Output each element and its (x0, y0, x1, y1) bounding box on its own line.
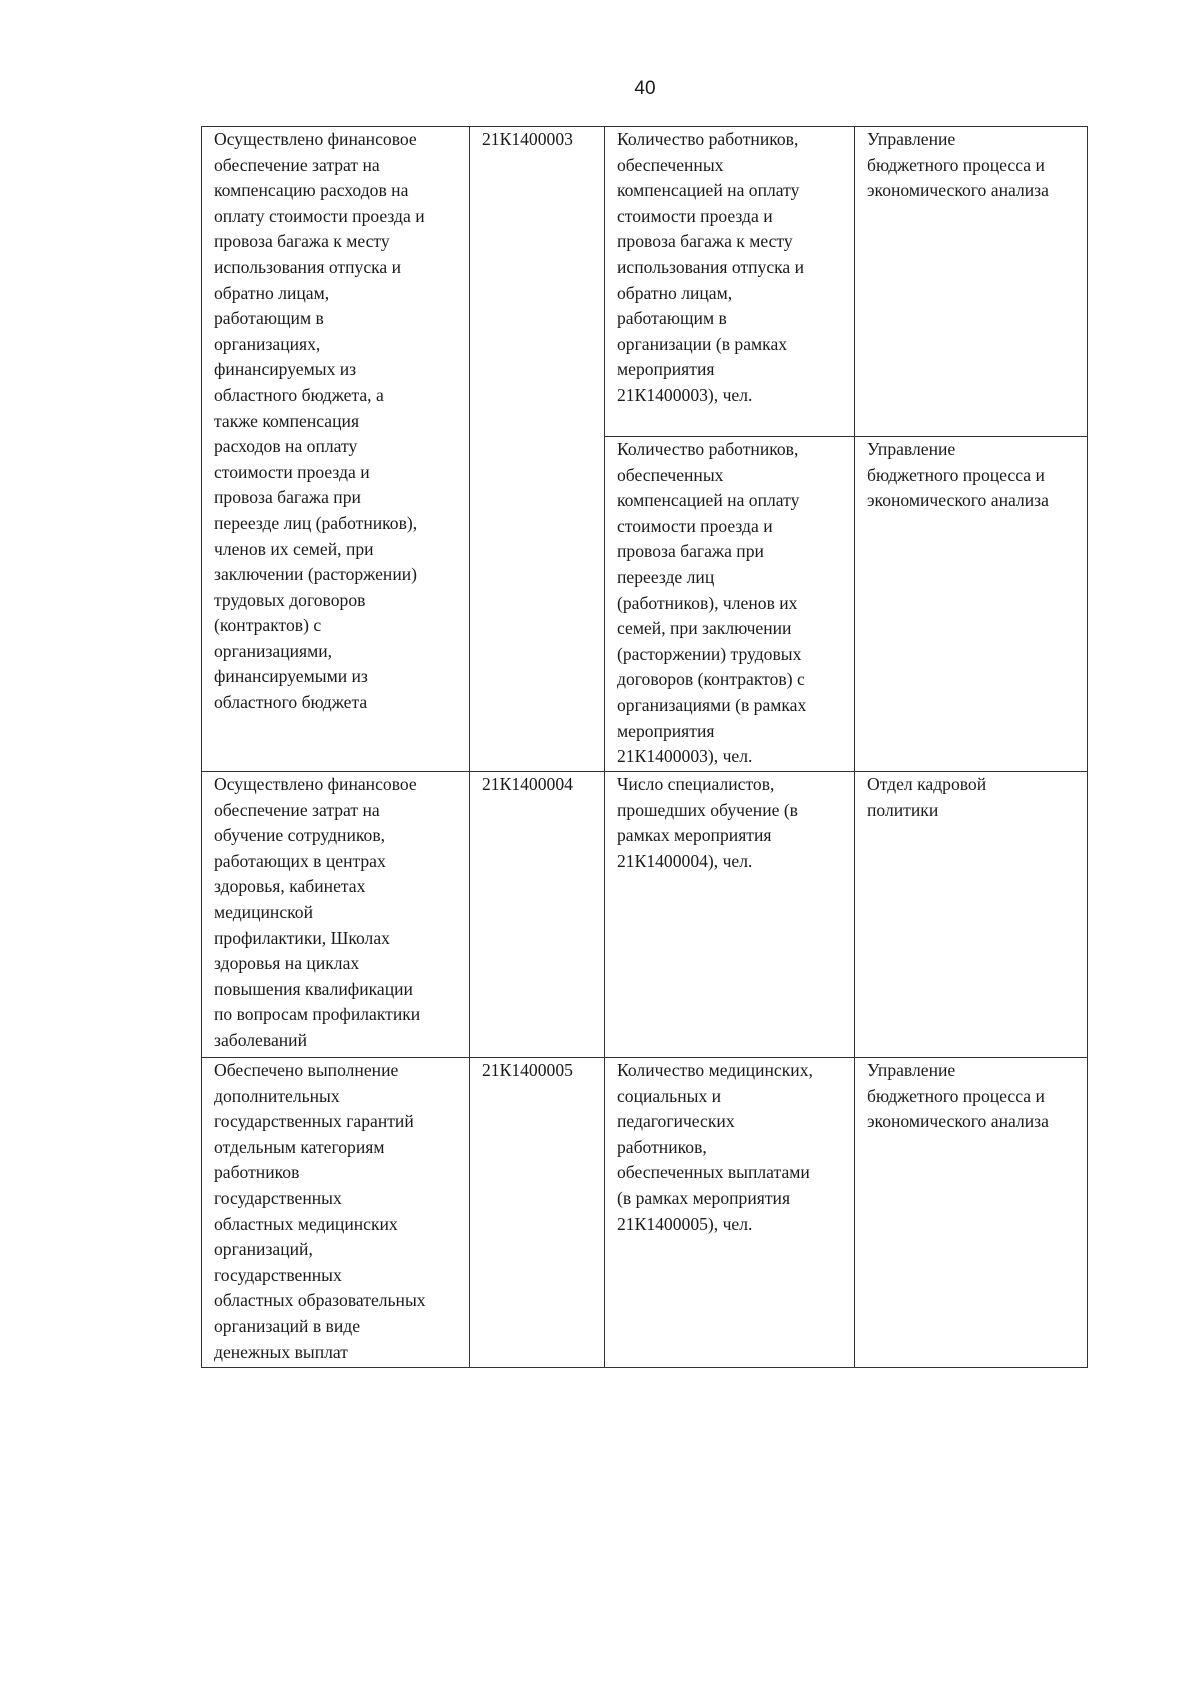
indicator-cell: Количество работников, обеспеченных компенсацией на оплату стоимости проезда и провоза багажа к месту использования отпуска и обратно лицам, работающим в организации (в рамках мероприятия 21К1400003), чел. (605, 127, 855, 437)
responsible-cell: Отдел кадровой политики (855, 772, 1088, 1058)
result-cell: Осуществлено финансовое обеспечение затрат на компенсацию расходов на оплату стоимости проезда и провоза багажа к месту использования отпуска и обратно лицам, работающим в организациях, финансируемых из областного бюджета, а также компенсация расходов на оплату стоимости проезда и провоза багажа при переезде лиц (работников), членов их семей, при заключении (расторжении) трудовых договоров (контрактов) с организациями, финансируемыми из областного бюджета (202, 127, 470, 772)
table-row (202, 1058, 1088, 1368)
measures-table (201, 126, 1088, 1368)
indicator-cell: Число специалистов, прошедших обучение (в рамках мероприятия 21К1400004), чел. (605, 772, 855, 1058)
code-cell: 21К1400004 (470, 772, 605, 1058)
indicator-cell: Количество работников, обеспеченных компенсацией на оплату стоимости проезда и провоза багажа при переезде лиц (работников), членов их семей, при заключении (расторжении) трудовых договоров (контрактов) с организациями (в рамках мероприятия 21К1400003), чел. (605, 437, 855, 772)
code-cell: 21К1400005 (470, 1058, 605, 1368)
responsible-cell: Управление бюджетного процесса и экономического анализа (855, 1058, 1088, 1368)
table-row (202, 127, 1088, 437)
result-cell: Обеспечено выполнение дополнительных государственных гарантий отдельным категориям работников государственных областных медицинских организаций, государственных областных образовательных организаций в виде денежных выплат (202, 1058, 470, 1368)
indicator-cell: Количество медицинских, социальных и педагогических работников, обеспеченных выплатами (в рамках мероприятия 21К1400005), чел. (605, 1058, 855, 1368)
page-number: 40 (634, 78, 656, 99)
responsible-cell: Управление бюджетного процесса и экономического анализа (855, 437, 1088, 772)
table-row (202, 772, 1088, 1058)
responsible-cell: Управление бюджетного процесса и экономического анализа (855, 127, 1088, 437)
code-cell: 21К1400003 (470, 127, 605, 772)
result-cell: Осуществлено финансовое обеспечение затрат на обучение сотрудников, работающих в центрах здоровья, кабинетах медицинской профилактики, Школах здоровья на циклах повышения квалификации по вопросам профилактики заболеваний (202, 772, 470, 1058)
